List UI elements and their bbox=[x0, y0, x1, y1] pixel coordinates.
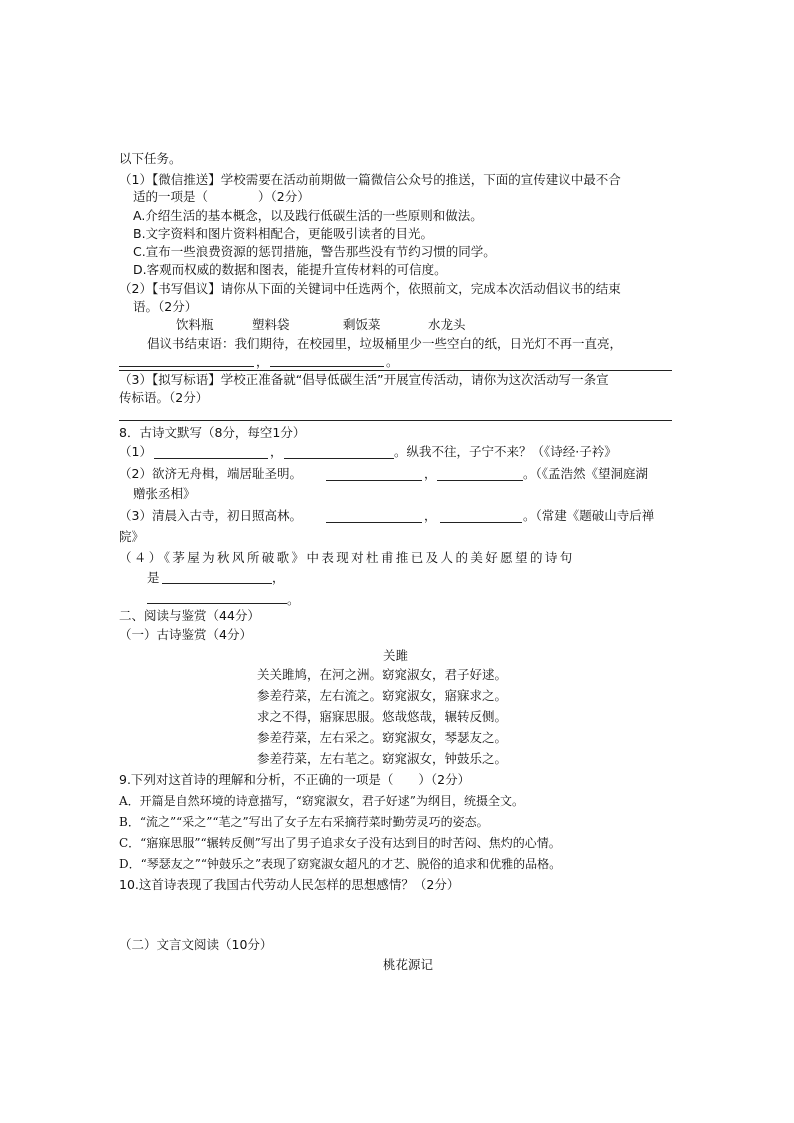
q1-option-d: D.客观而权威的数据和图表，能提升宣传材料的可信度。 bbox=[133, 262, 447, 277]
q1-stem-cont: 适的一项是（ ）（2分） bbox=[133, 189, 310, 204]
q8-part1-num: （1） bbox=[119, 444, 152, 459]
section-ancient-poem-title: （一）古诗鉴赏（4分） bbox=[119, 627, 252, 642]
poem-line: 求之不得，寤寐思服。悠哉悠哉，辗转反侧。 bbox=[257, 709, 508, 724]
answer-blank[interactable] bbox=[154, 458, 268, 459]
q1-option-b: B.文字资料和图片资料相配合，更能吸引读者的目光。 bbox=[133, 226, 434, 241]
section-classical-prose-title: （二）文言文阅读（10分） bbox=[119, 937, 273, 952]
answer-blank[interactable] bbox=[147, 603, 287, 604]
q8-part3-source-cont: 院》 bbox=[119, 529, 145, 544]
q3-stem: （3）【拟写标语】学校正准备就“倡导低碳生活”开展宣传活动，请你为这次活动写一条宣 bbox=[119, 372, 609, 387]
q9-option-d: D．“琴瑟友之”“钟鼓乐之”表现了窈窕淑女超凡的才艺、脱俗的追求和优雅的品格。 bbox=[119, 857, 562, 871]
keyword-4: 水龙头 bbox=[428, 317, 466, 332]
keyword-2: 塑料袋 bbox=[252, 317, 290, 332]
blank-period: 。 bbox=[287, 592, 300, 607]
q2-stem: （2）【书写倡议】请你从下面的关键词中任选两个，依照前文，完成本次活动倡议书的结束 bbox=[119, 281, 621, 296]
q3-stem-cont: 传标语。（2分） bbox=[119, 390, 209, 405]
q8-part2-source: 。（《孟浩然《望洞庭湖 bbox=[523, 466, 649, 481]
q8-part2-text: （2）欲济无舟楫，端居耻圣明。 bbox=[119, 466, 302, 481]
q1-stem: （1）【微信推送】学校需要在活动前期做一篇微信公众号的推送，下面的宣传建议中最不合 bbox=[119, 172, 621, 187]
poem-line: 参差荇菜，左右采之。窈窕淑女，琴瑟友之。 bbox=[257, 730, 508, 745]
blank-comma: ， bbox=[256, 354, 269, 369]
keyword-1: 饮料瓶 bbox=[176, 317, 214, 332]
answer-blank[interactable] bbox=[440, 522, 522, 523]
answer-blank[interactable] bbox=[326, 480, 422, 481]
poem-line: 参差荇菜，左右芼之。窈窕淑女，钟鼓乐之。 bbox=[257, 751, 508, 766]
q8-title: 8．古诗文默写（8分，每空1分） bbox=[119, 425, 306, 440]
intro-text: 以下任务。 bbox=[119, 151, 182, 166]
answer-blank[interactable] bbox=[437, 480, 523, 481]
q8-part1-text: 。纵我不往，子宁不来？（《诗经·子衿》 bbox=[394, 444, 617, 459]
blank-comma: ， bbox=[270, 444, 283, 459]
q10-stem: 10.这首诗表现了我国古代劳动人民怎样的思想感情？（2分） bbox=[119, 877, 460, 892]
q2-stem-cont: 语。（2分） bbox=[133, 299, 198, 314]
q9-option-c: C．“寤寐思服”“辗转反侧”写出了男子追求女子没有达到目的时苦闷、焦灼的心情。 bbox=[119, 836, 561, 850]
q9-stem: 9.下列对这首诗的理解和分析，不正确的一项是（ ）（2分） bbox=[119, 772, 471, 787]
q8-part3-source: 。（常建《题破山寺后禅 bbox=[523, 508, 655, 523]
poem-line: 参差荇菜，左右流之。窈窕淑女，寤寐求之。 bbox=[257, 688, 508, 703]
prose-title: 桃花源记 bbox=[383, 957, 434, 972]
q8-part3-text: （3）清晨入古寺，初日照高林。 bbox=[119, 508, 302, 523]
q8-part2-source-cont: 赠张丞相》 bbox=[133, 486, 196, 501]
answer-blank[interactable] bbox=[284, 458, 394, 459]
q1-option-a: A.介绍生活的基本概念，以及践行低碳生活的一些原则和做法。 bbox=[133, 208, 483, 223]
answer-blank[interactable] bbox=[326, 522, 422, 523]
blank-comma: ， bbox=[424, 466, 437, 481]
answer-blank[interactable] bbox=[119, 366, 254, 367]
q1-option-c: C.宣布一些浪费资源的惩罚措施，警告那些没有节约习惯的同学。 bbox=[133, 244, 496, 259]
blank-comma: ， bbox=[424, 508, 437, 523]
part2-title: 二、阅读与鉴赏（44分） bbox=[119, 608, 260, 623]
answer-blank[interactable] bbox=[162, 583, 272, 584]
poem-line: 关关雎鸠，在河之洲。窈窕淑女，君子好逑。 bbox=[257, 667, 508, 682]
keyword-3: 剩饭菜 bbox=[343, 317, 381, 332]
proposal-ending-text: 倡议书结束语：我们期待，在校园里，垃圾桶里少一些空白的纸，日光灯不再一直亮， bbox=[147, 336, 623, 351]
answer-blank[interactable] bbox=[270, 366, 384, 367]
q9-option-b: B．“流之”“采之”“芼之”写出了女子左右采摘荇菜时勤劳灵巧的姿态。 bbox=[119, 815, 489, 829]
blank-comma: ， bbox=[272, 570, 285, 585]
blank-period: 。 bbox=[386, 354, 399, 369]
q8-part4-shi: 是 bbox=[147, 570, 160, 585]
q8-part4-text: （４）《茅屋为秋风所破歌》中表现对杜甫推已及人的美好愿望的诗句 bbox=[119, 550, 575, 565]
poem-title: 关雎 bbox=[383, 648, 409, 663]
answer-line[interactable] bbox=[119, 420, 672, 421]
q9-option-a: A．开篇是自然环境的诗意描写，“窈窕淑女，君子好逑”为纲目，统摄全文。 bbox=[119, 794, 524, 808]
